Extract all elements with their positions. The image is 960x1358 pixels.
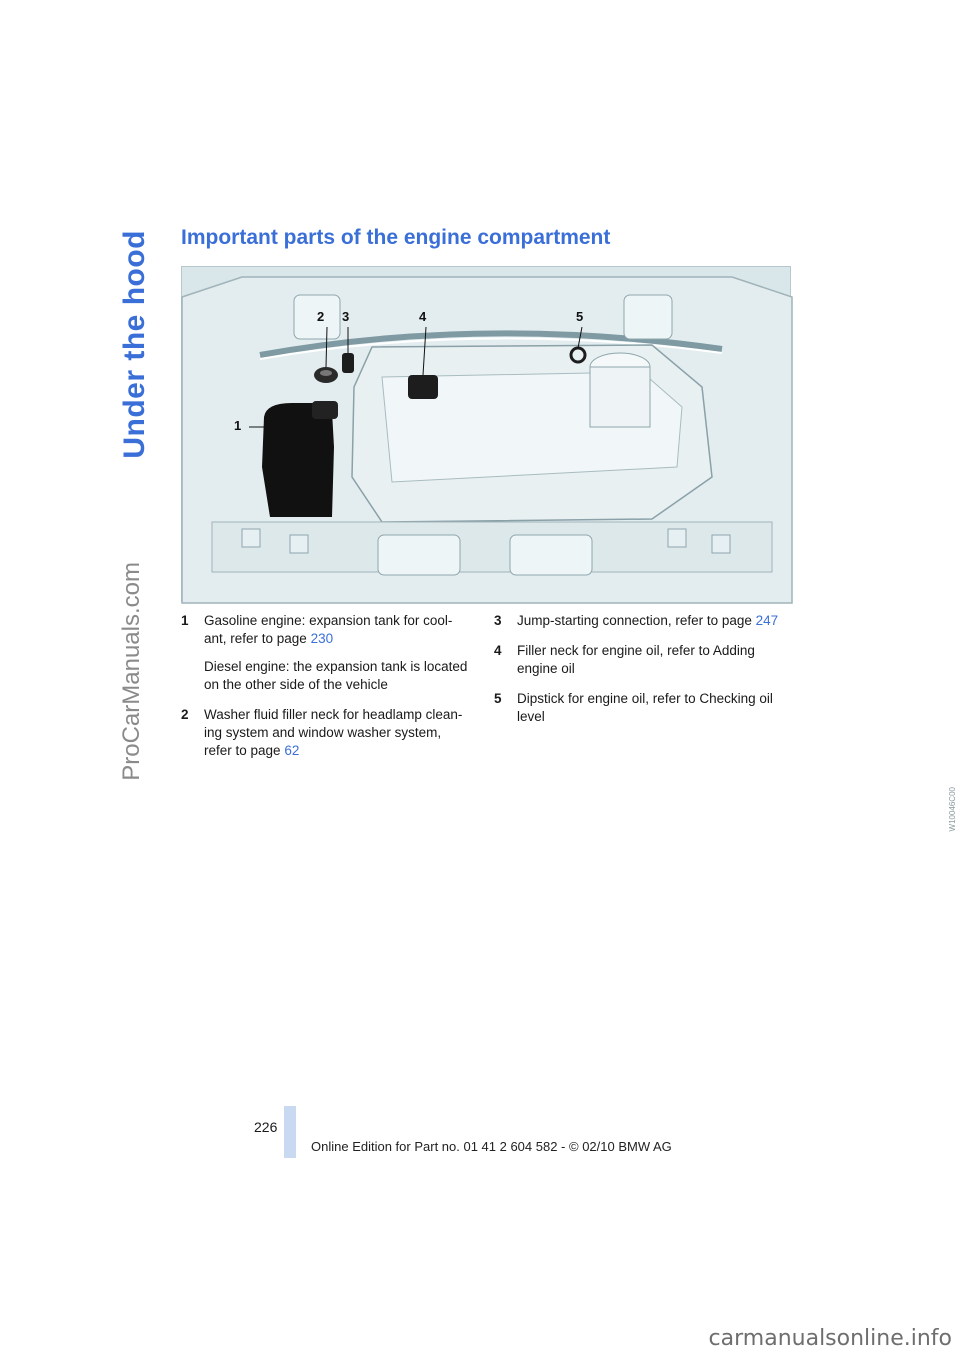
side-section-title: Under the hood: [118, 230, 151, 459]
item-text-part: Gasoline engine: expansion tank for cool-ant, refer to page: [204, 613, 453, 646]
item-number: 5: [494, 691, 502, 706]
parts-list-right: [494, 612, 784, 738]
figure-code: W10046C00: [948, 787, 957, 832]
callout-2: 2: [317, 309, 325, 324]
item-text: Dipstick for engine oil, refer to Checking oil level: [517, 691, 773, 724]
item-number: 4: [494, 643, 502, 658]
list-item: [181, 706, 471, 760]
page-link-230[interactable]: 230: [310, 631, 334, 646]
item-text-part: Washer fluid filler neck for headlamp clean-ing system and window washer system, refer to page: [204, 707, 463, 758]
item-text: [204, 706, 471, 760]
engine-illustration-drawing: [182, 267, 792, 603]
side-watermark: ProCarManuals.com: [118, 562, 145, 781]
callout-3: 3: [342, 309, 350, 324]
page-number: 226: [254, 1119, 278, 1135]
list-item: [181, 612, 471, 694]
item-number: 2: [181, 707, 189, 722]
item-text: [204, 612, 471, 648]
page-heading: Important parts of the engine compartment: [181, 226, 611, 249]
page-link-62[interactable]: 62: [284, 743, 300, 758]
parts-list-left: [181, 612, 471, 772]
item-text-part: Jump-starting connection, refer to page: [517, 613, 752, 628]
callout-4: 4: [419, 309, 427, 324]
list-item: [494, 612, 784, 630]
item-text: [517, 612, 784, 630]
footer-accent-bar: [284, 1106, 296, 1158]
item-number: 3: [494, 613, 502, 628]
list-item: [494, 642, 784, 678]
page-link-247[interactable]: 247: [755, 613, 779, 628]
item-text: Filler neck for engine oil, refer to Adding engine oil: [517, 643, 755, 676]
list-item: [494, 690, 784, 726]
footer-edition-text: Online Edition for Part no. 01 41 2 604 582 - © 02/10 BMW AG: [311, 1139, 672, 1154]
item-text-note: Diesel engine: the expansion tank is located on the other side of the vehicle: [204, 659, 468, 692]
item-number: 1: [181, 613, 189, 628]
callout-1: 1: [234, 418, 242, 433]
bottom-watermark: carmanualsonline.info: [708, 1326, 952, 1351]
callout-5: 5: [576, 309, 584, 324]
